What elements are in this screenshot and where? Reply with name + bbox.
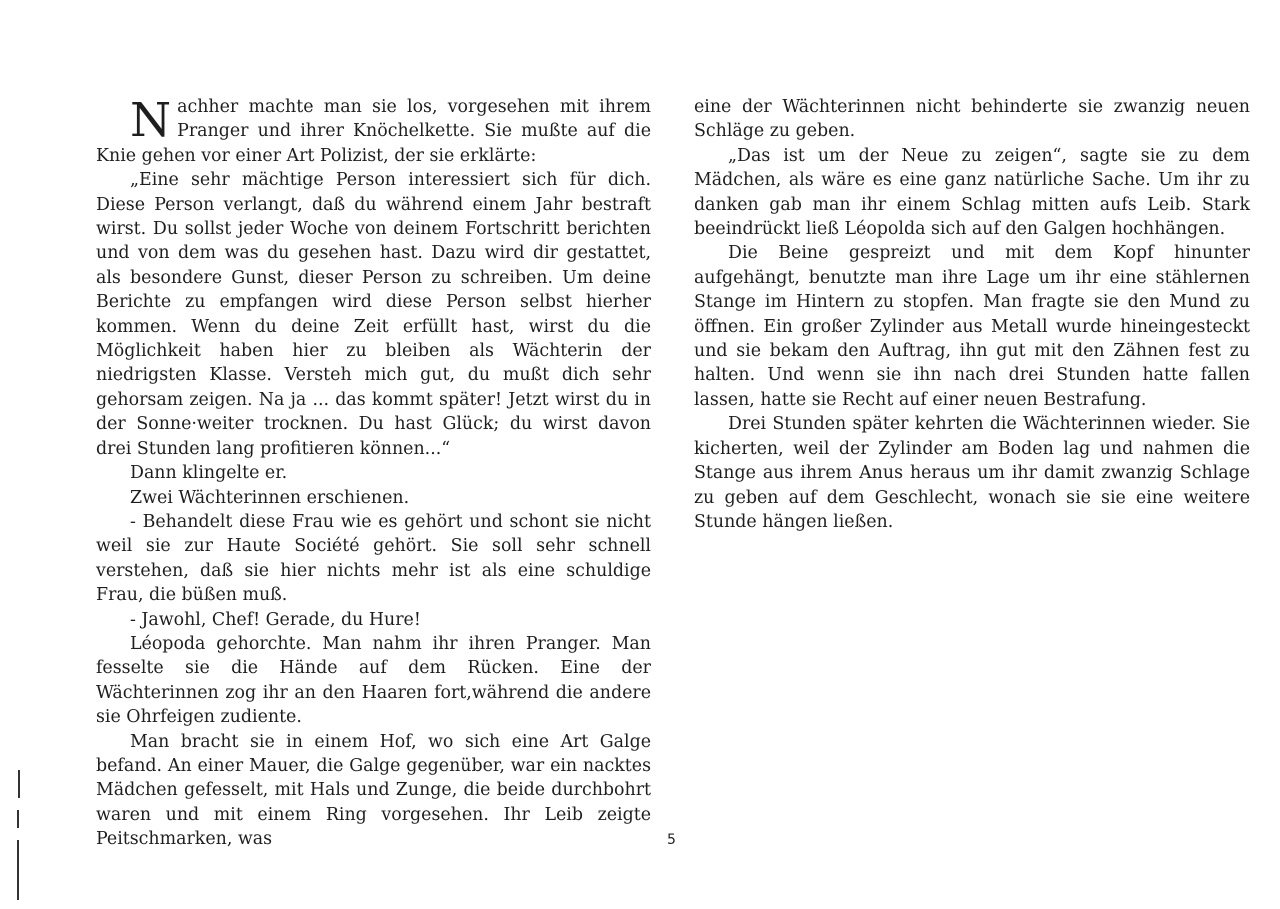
paragraph-1-text: achher machte man sie los, vorgesehen mit ihrem Pranger und ihrer Knöchelkette. Sie mußte auf die Knie gehen vor einer Art Polizist, der sie erklärte:: [96, 97, 651, 166]
paragraph-4: Zwei Wächterinnen erschienen.: [130, 487, 410, 508]
binding-mark: [17, 770, 19, 900]
paragraph-3: Dann klingelte er.: [130, 463, 288, 484]
drop-cap: N: [130, 93, 172, 148]
paragraph-8: Man bracht sie in einem Hof, wo sich eine Art Galge befand. An einer Mauer, die Galge gegenüber, war ein nacktes Mädchen gefesselt, mit Hals und Zunge, die beide durchbohrt waren und mit einem Ring vorgesehen. Ihr Leib zeigte Peitschmarken, was: [96, 731, 651, 850]
paragraph-9: eine der Wächterinnen nicht behinderte sie zwanzig neuen Schläge zu geben.: [694, 97, 1250, 142]
right-text-column: [694, 95, 1250, 534]
page-number: 5: [667, 832, 676, 848]
paragraph-1: [96, 95, 651, 168]
paragraph-6: - Jawohl, Chef! Gerade, du Hure!: [130, 609, 421, 630]
paragraph-12: Drei Stunden später kehrten die Wächterinnen wieder. Sie kicherten, weil der Zylinder am Boden lag und nahmen die Stange aus ihrem Anus heraus um ihr damit zwanzig Schlage zu geben auf dem Geschlecht, wonach sie sie eine weitere Stunde hängen ließen.: [694, 414, 1250, 532]
paragraph-10: „Das ist um der Neue zu zeigen“, sagte sie zu dem Mädchen, als wäre es eine ganz natürliche Sache. Um ihr zu danken gab man ihr einem Schlag mitten aufs Leib. Stark beeindrückt ließ Léopolda sich auf den Galgen hochhängen.: [694, 145, 1250, 240]
paragraph-2: „Eine sehr mächtige Person interessiert sich für dich. Diese Person verlangt, daß du während einem Jahr bestraft wirst. Du sollst jeder Woche von deinem Fortschritt berichten und von dem was du gesehen hast. Dazu wird dir gestattet, als besondere Gunst, dieser Person zu schreiben. Um deine Berichte zu empfangen wird diese Person selbst hierher kommen. Wenn du deine Zeit erfüllt hast, wirst du die Möglichkeit haben hier zu bleiben als Wächterin der niedrigsten Klasse. Versteh mich gut, du mußt dich sehr gehorsam zeigen. Na ja ... das kommt später! Jetzt wirst du in der Sonne·weiter trocknen. Du hast Glück; du wirst davon drei Stunden lang profitieren können...“: [96, 170, 651, 459]
paragraph-7: Léopoda gehorchte. Man nahm ihr ihren Pranger. Man fesselte sie die Hände auf dem Rücken. Eine der Wächterinnen zog ihr an den Haaren fort,während die andere sie Ohrfeigen zudiente.: [96, 633, 651, 728]
paragraph-5: - Behandelt diese Frau wie es gehört und schont sie nicht weil sie zur Haute Société gehört. Sie soll sehr schnell verstehen, daß sie hier nichts mehr ist als eine schuldige Frau, die büßen muß.: [96, 511, 651, 606]
paragraph-11: Die Beine gespreizt und mit dem Kopf hinunter aufgehängt, benutzte man ihre Lage um ihr eine stählernen Stange im Hintern zu stopfen. Man fragte sie den Mund zu öffnen. Ein großer Zylinder aus Metall wurde hineingesteckt und sie bekam den Auftrag, ihn gut mit den Zähnen fest zu halten. Und wenn sie ihn nach drei Stunden hatte fallen lassen, hatte sie Recht auf einer neuen Bestrafung.: [694, 243, 1250, 410]
left-text-column: [96, 95, 651, 852]
